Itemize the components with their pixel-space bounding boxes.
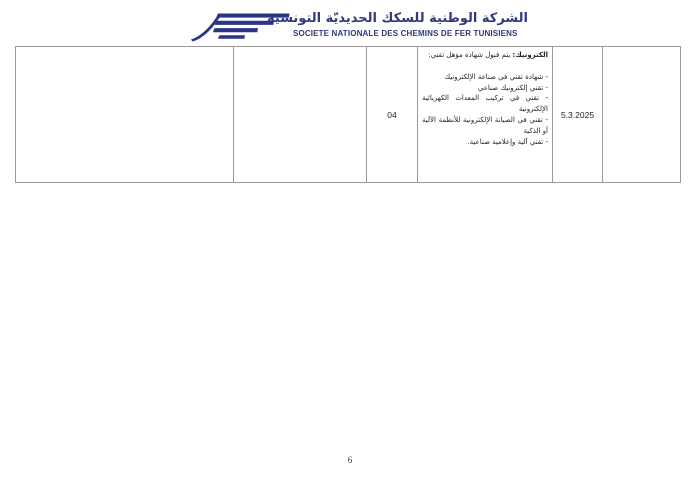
cell-empty-1 <box>16 47 234 183</box>
company-name-french: SOCIETE NATIONALE DES CHEMINS DE FER TUNISIENS <box>293 29 518 38</box>
page-number: 6 <box>347 455 353 465</box>
company-titles <box>267 9 528 38</box>
requirements-list <box>422 72 548 148</box>
requirements-intro <box>422 50 548 61</box>
requirements-intro-text: يتم قبول شهادة مؤهل تقني: <box>428 51 513 59</box>
cell-requirements <box>418 47 553 183</box>
cell-positions-count: 04 <box>367 47 418 183</box>
cell-empty-2 <box>234 47 367 183</box>
requirement-item: - شهادة تقني في صناعة الإلكترونيك <box>444 72 548 81</box>
cell-date: 5.3.2025 <box>553 47 603 183</box>
requirement-item: - تقني آلية وإعلامية صناعية. <box>467 137 548 146</box>
requirement-item: - تقني إلكترونيك صناعي <box>477 83 548 92</box>
company-name-arabic: الشركة الوطنية للسكك الحديديّة التونسية <box>267 11 528 26</box>
vacancies-table <box>15 46 681 183</box>
requirement-item: - تقني في الصيانة الإلكترونية للأنظمة الآلية أو الذكية <box>422 115 548 135</box>
table-row <box>16 47 681 183</box>
cell-empty-3 <box>603 47 681 183</box>
requirements-lead: الكترونيك: <box>512 51 548 59</box>
requirement-item: - تقني في تركيب المعدات الكهربائية الإلكترونية <box>422 94 548 114</box>
